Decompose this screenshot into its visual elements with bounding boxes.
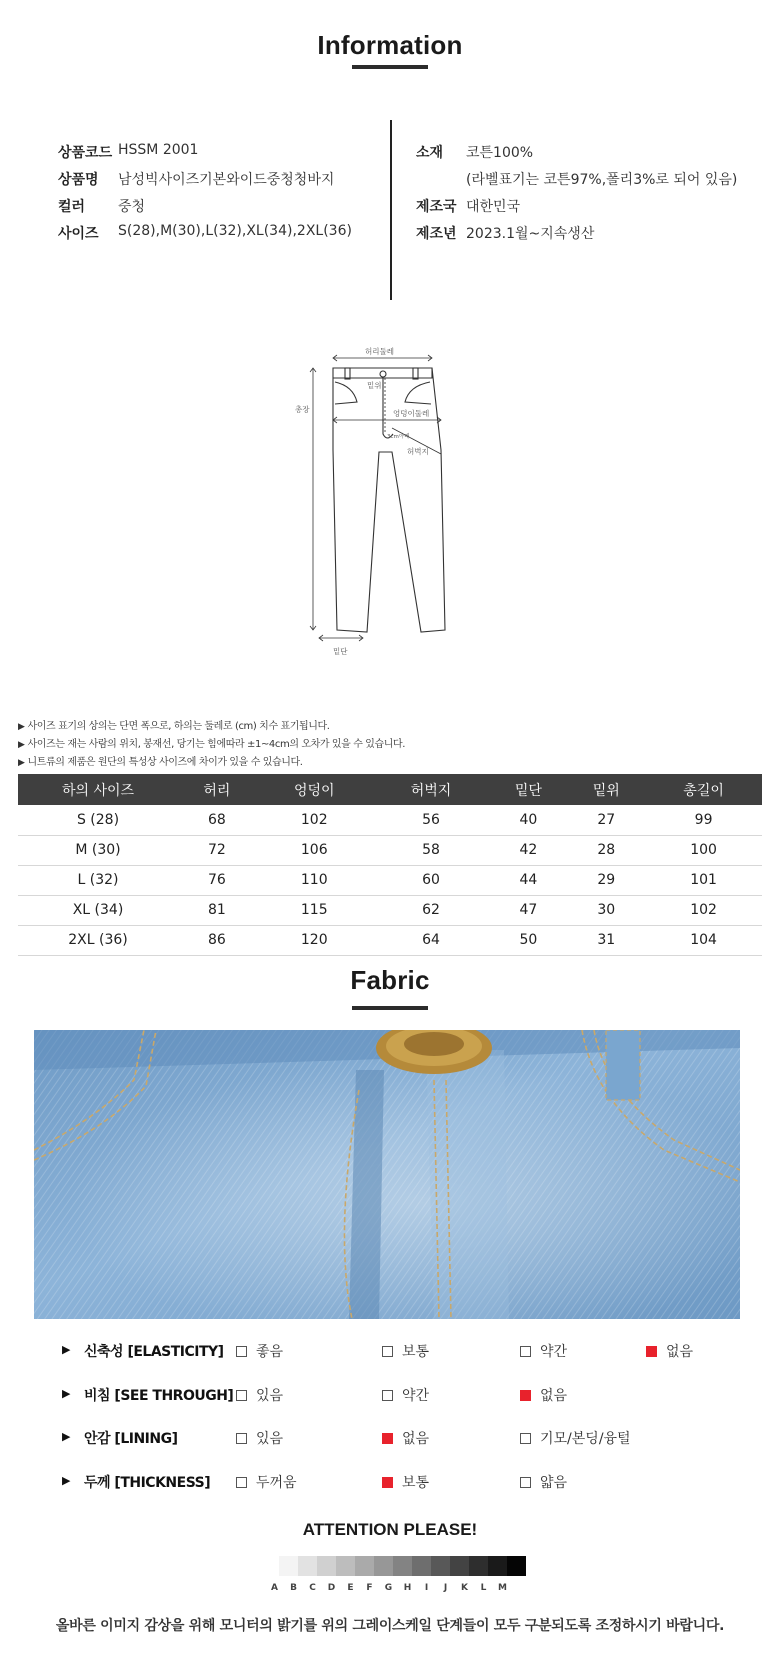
info-key: 소재: [416, 145, 444, 161]
info-value: HSSM 2001: [118, 142, 199, 158]
checkbox-checked: [520, 1390, 531, 1401]
table-cell: 28: [567, 835, 645, 865]
option-label: 없음: [540, 1388, 568, 1404]
table-cell: 27: [567, 805, 645, 835]
option-yes: [236, 1428, 283, 1448]
option-none: [520, 1385, 567, 1405]
table-cell: 56: [373, 805, 490, 835]
info-value: 코튼100%: [466, 145, 534, 161]
grayscale-step: [412, 1556, 431, 1576]
table-cell: 50: [489, 925, 567, 955]
checkbox: [520, 1433, 531, 1444]
grayscale-step: [374, 1556, 393, 1576]
option-slight: [520, 1341, 567, 1361]
table-cell: 62: [373, 895, 490, 925]
option-brushed: [520, 1428, 631, 1448]
bullet-triangle-icon: ▶: [62, 1474, 71, 1487]
size-note-text: 사이즈는 재는 사람의 위치, 봉재선, 당기는 힘에따라 ±1~4cm의 오차가 있을 수 있습니다.: [27, 739, 406, 750]
checkbox: [382, 1390, 393, 1401]
property-row-lining: [0, 1426, 780, 1450]
grayscale-letters: [265, 1583, 512, 1593]
option-good: [236, 1341, 283, 1361]
grayscale-letter: J: [443, 1583, 448, 1593]
grayscale-letter: E: [347, 1583, 354, 1593]
denim-fabric-photo: [34, 1030, 740, 1319]
grayscale-scale: [279, 1556, 526, 1576]
size-table-header: 허벅지: [373, 774, 490, 805]
size-table-header: 총길이: [645, 774, 762, 805]
size-table-header: 엉덩이: [256, 774, 373, 805]
table-row: [18, 805, 762, 835]
fabric-title-underline: [352, 1006, 428, 1010]
table-cell: 68: [178, 805, 256, 835]
checkbox-checked: [382, 1433, 393, 1444]
grayscale-letter: B: [290, 1583, 297, 1593]
table-cell: 64: [373, 925, 490, 955]
size-table: [18, 774, 762, 956]
info-key: 사이즈: [58, 226, 99, 242]
bullet-triangle-icon: ▶: [18, 740, 25, 750]
table-cell: 110: [256, 865, 373, 895]
option-normal: [382, 1341, 429, 1361]
table-cell: 104: [645, 925, 762, 955]
fabric-title: Fabric: [350, 965, 430, 995]
table-cell: 102: [645, 895, 762, 925]
property-label: 두께 [THICKNESS]: [84, 1475, 211, 1491]
table-row: [18, 835, 762, 865]
information-title: Information: [317, 30, 463, 60]
info-key: 컬러: [58, 199, 86, 215]
option-label: 약간: [402, 1388, 430, 1404]
size-notes: [18, 718, 405, 772]
table-cell: 31: [567, 925, 645, 955]
table-cell: 58: [373, 835, 490, 865]
checkbox: [236, 1433, 247, 1444]
table-row: [18, 865, 762, 895]
information-title-underline: [352, 65, 428, 69]
grayscale-step: [469, 1556, 488, 1576]
info-divider: [390, 120, 392, 300]
table-cell: 40: [489, 805, 567, 835]
size-table-header: 밑단: [489, 774, 567, 805]
option-thick: [236, 1472, 297, 1492]
grayscale-letter: L: [480, 1583, 487, 1593]
table-cell: 99: [645, 805, 762, 835]
checkbox: [382, 1346, 393, 1357]
option-none: [646, 1341, 693, 1361]
size-note-text: 니트류의 제품은 원단의 특성상 사이즈에 차이가 있을 수 있습니다.: [27, 757, 303, 768]
option-yes: [236, 1385, 283, 1405]
table-cell: 115: [256, 895, 373, 925]
property-row-see-through: [0, 1383, 780, 1407]
size-table-header: 하의 사이즈: [18, 774, 178, 805]
diagram-label-thigh-offset: 3cm아래: [387, 434, 410, 440]
grayscale-step: [355, 1556, 374, 1576]
option-thin: [520, 1472, 567, 1492]
table-row: [18, 895, 762, 925]
option-label: 얇음: [540, 1475, 568, 1491]
option-label: 좋음: [256, 1344, 284, 1360]
grayscale-letter: H: [403, 1583, 412, 1593]
checkbox-checked: [646, 1346, 657, 1357]
option-label: 보통: [402, 1475, 430, 1491]
grayscale-step: [431, 1556, 450, 1576]
bullet-triangle-icon: ▶: [62, 1343, 71, 1356]
diagram-label-hem: 밑단: [333, 647, 348, 656]
checkbox: [236, 1346, 247, 1357]
monitor-brightness-note: 올바른 이미지 감상을 위해 모니터의 밝기를 위의 그레이스케일 단계들이 모두 구분되도록 조정하시기 바랍니다.: [55, 1618, 725, 1634]
info-key: 상품명: [58, 172, 99, 188]
option-label: 있음: [256, 1388, 284, 1404]
checkbox: [236, 1390, 247, 1401]
table-cell: 60: [373, 865, 490, 895]
grayscale-letter: M: [498, 1583, 507, 1593]
option-label: 기모/본딩/융털: [540, 1431, 631, 1447]
size-table-header: 허리: [178, 774, 256, 805]
info-value: 대한민국: [466, 199, 521, 215]
table-row: [18, 925, 762, 955]
bullet-triangle-icon: ▶: [62, 1387, 71, 1400]
table-cell: 81: [178, 895, 256, 925]
grayscale-letter: I: [424, 1583, 429, 1593]
table-cell: 101: [645, 865, 762, 895]
grayscale-letter: A: [271, 1583, 278, 1593]
property-label: 비침 [SEE THROUGH]: [84, 1388, 234, 1404]
attention-title: ATTENTION PLEASE!: [302, 1520, 478, 1539]
property-row-elasticity: [0, 1339, 780, 1363]
grayscale-step: [317, 1556, 336, 1576]
option-label: 두꺼움: [256, 1475, 297, 1491]
option-slight: [382, 1385, 429, 1405]
checkbox: [236, 1477, 247, 1488]
diagram-label-waist: 허리둘레: [365, 347, 394, 356]
info-value: 남성빅사이즈기본와이드중청청바지: [118, 172, 335, 188]
table-cell: 30: [567, 895, 645, 925]
bullet-triangle-icon: ▶: [18, 722, 25, 732]
grayscale-step: [450, 1556, 469, 1576]
option-label: 보통: [402, 1344, 430, 1360]
diagram-label-thigh: 허벅지: [407, 447, 429, 456]
property-row-thickness: [0, 1470, 780, 1494]
size-note-text: 사이즈 표기의 상의는 단면 폭으로, 하의는 둘레로 (cm) 치수 표기됩니다.: [27, 721, 330, 732]
grayscale-letter: K: [461, 1583, 468, 1593]
info-key: 제조년: [416, 226, 457, 242]
table-cell: 100: [645, 835, 762, 865]
grayscale-step: [488, 1556, 507, 1576]
grayscale-step: [336, 1556, 355, 1576]
option-label: 없음: [402, 1431, 430, 1447]
grayscale-step: [298, 1556, 317, 1576]
bullet-triangle-icon: ▶: [62, 1430, 71, 1443]
table-cell: 2XL (36): [18, 925, 178, 955]
table-cell: 120: [256, 925, 373, 955]
checkbox: [520, 1346, 531, 1357]
option-normal: [382, 1472, 429, 1492]
checkbox-checked: [382, 1477, 393, 1488]
table-cell: 42: [489, 835, 567, 865]
option-label: 없음: [666, 1344, 694, 1360]
pants-measurement-diagram: [295, 330, 485, 690]
size-note: [18, 718, 405, 736]
checkbox: [520, 1477, 531, 1488]
info-value: 2023.1월~지속생산: [466, 226, 595, 242]
info-value: S(28),M(30),L(32),XL(34),2XL(36): [118, 223, 352, 239]
table-cell: 47: [489, 895, 567, 925]
grayscale-letter: D: [327, 1583, 336, 1593]
table-cell: 72: [178, 835, 256, 865]
table-cell: M (30): [18, 835, 178, 865]
diagram-label-rise: 밑위: [367, 381, 382, 390]
info-key: 제조국: [416, 199, 457, 215]
diagram-label-hip: 엉덩이둘레: [393, 409, 430, 418]
size-note: [18, 736, 405, 754]
size-table-header-row: [18, 774, 762, 805]
table-cell: 29: [567, 865, 645, 895]
table-cell: 76: [178, 865, 256, 895]
option-none: [382, 1428, 429, 1448]
property-label: 안감 [LINING]: [84, 1431, 178, 1447]
grayscale-step: [279, 1556, 298, 1576]
table-cell: 106: [256, 835, 373, 865]
size-note: [18, 754, 405, 772]
table-cell: 86: [178, 925, 256, 955]
grayscale-step: [393, 1556, 412, 1576]
size-table-header: 밑위: [567, 774, 645, 805]
grayscale-letter: G: [384, 1583, 393, 1593]
table-cell: XL (34): [18, 895, 178, 925]
info-key: 상품코드: [58, 145, 113, 161]
table-cell: S (28): [18, 805, 178, 835]
grayscale-step: [507, 1556, 526, 1576]
table-cell: 44: [489, 865, 567, 895]
info-value: 중청: [118, 199, 146, 215]
option-label: 있음: [256, 1431, 284, 1447]
table-cell: 102: [256, 805, 373, 835]
info-value: (라벨표기는 코튼97%,폴리3%로 되어 있음): [466, 172, 738, 188]
grayscale-letter: C: [309, 1583, 316, 1593]
grayscale-letter: F: [366, 1583, 373, 1593]
diagram-label-length: 총장: [295, 405, 310, 414]
option-label: 약간: [540, 1344, 568, 1360]
property-label: 신축성 [ELASTICITY]: [84, 1344, 224, 1360]
table-cell: L (32): [18, 865, 178, 895]
bullet-triangle-icon: ▶: [18, 758, 25, 768]
